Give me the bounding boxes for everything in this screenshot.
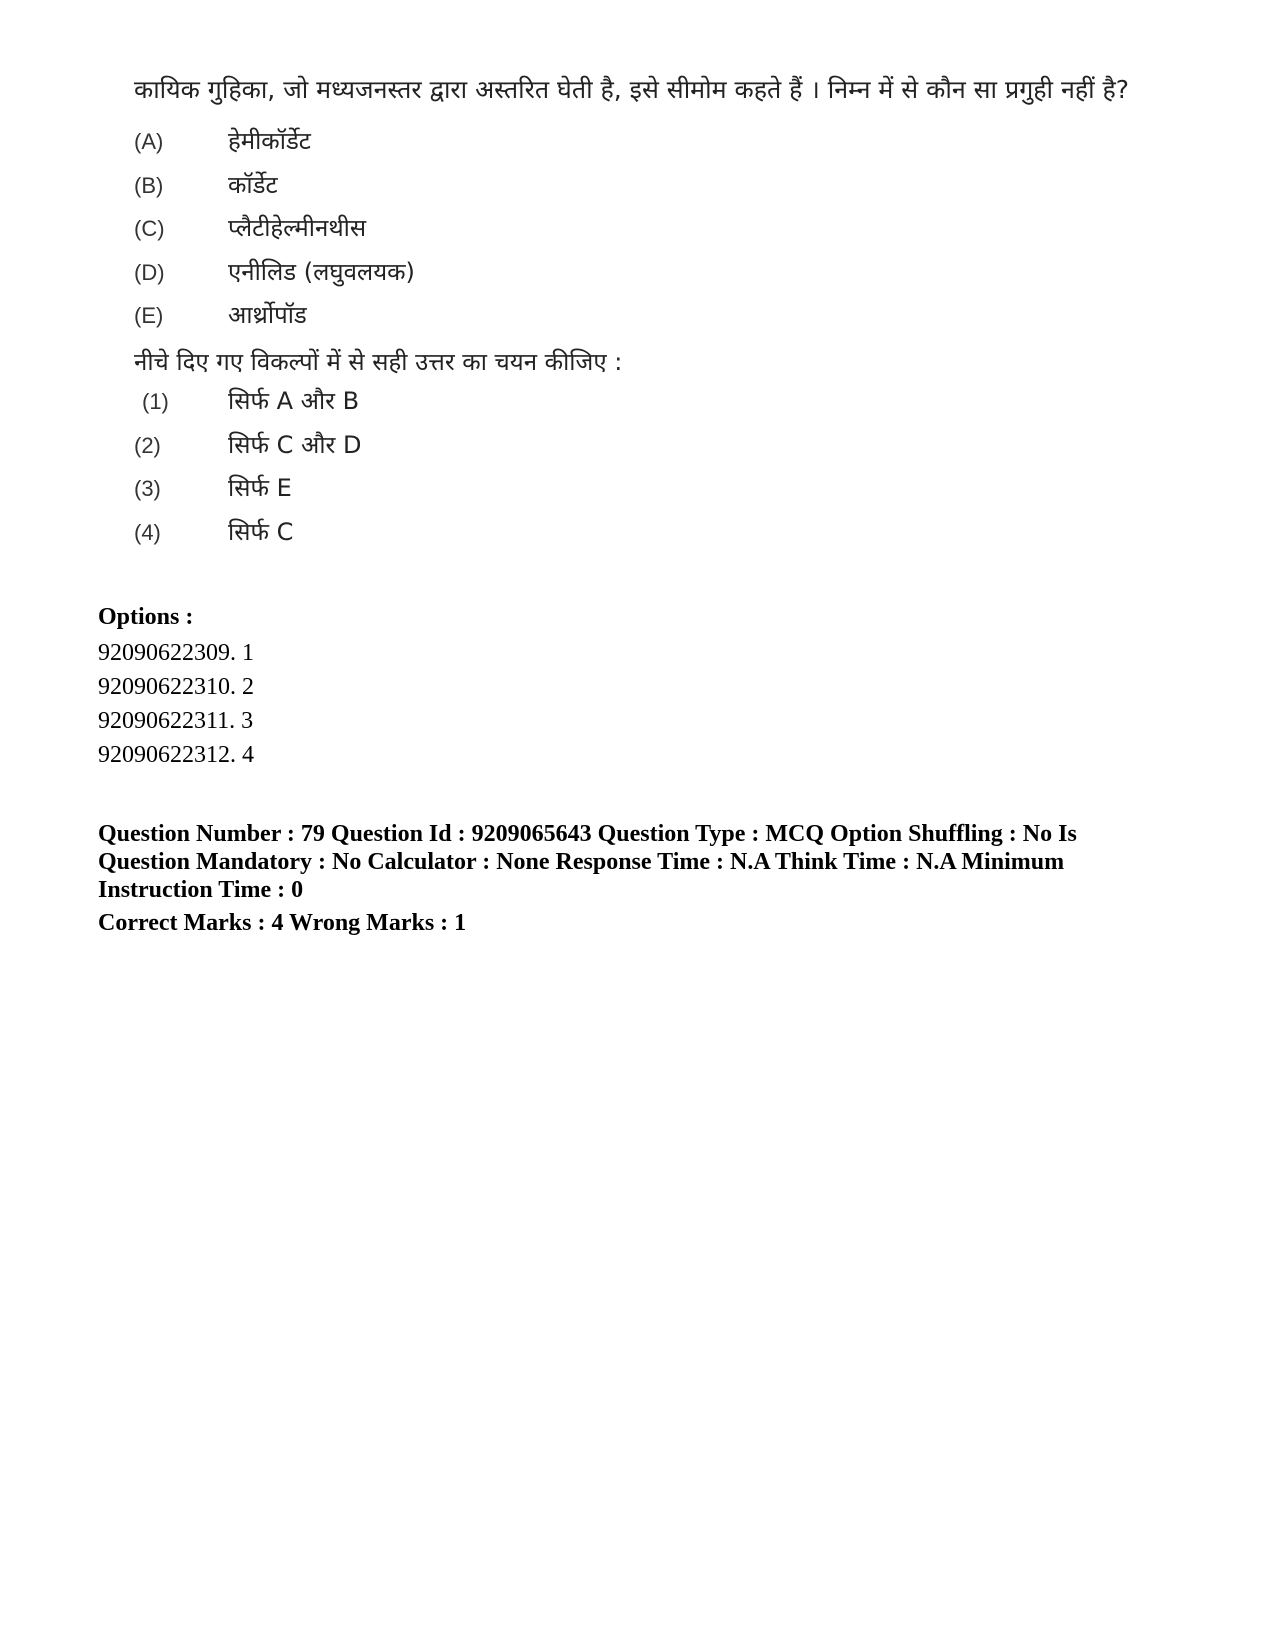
statement-text: एनीलिड (लघुवलयक)	[228, 257, 415, 286]
options-title: Options :	[98, 604, 194, 630]
choice-label: (3)	[134, 476, 161, 502]
choice-text: सिर्फ C	[228, 517, 294, 546]
choice-text: सिर्फ E	[228, 474, 292, 503]
instruction-text: नीचे दिए गए विकल्पों में से सही उत्तर का चयन कीजिए :	[134, 347, 623, 376]
marks-info: Correct Marks : 4 Wrong Marks : 1	[98, 910, 467, 936]
statement-item	[134, 168, 1144, 212]
option-item: 92090622312. 4	[98, 742, 254, 768]
statement-text: आर्थ्रोपॉड	[228, 301, 307, 330]
choice-text: सिर्फ A और B	[228, 386, 360, 415]
statement-item	[134, 211, 1144, 255]
choice-item	[134, 515, 1144, 559]
statement-item	[134, 124, 1144, 168]
choice-item	[134, 428, 1144, 472]
statement-label: (D)	[134, 259, 165, 285]
statement-item	[134, 298, 1144, 342]
option-item: 92090622310. 2	[98, 674, 254, 700]
statement-text: हेमीकॉर्डेट	[228, 127, 311, 155]
choice-label: (2)	[134, 432, 161, 458]
choice-item	[134, 471, 1144, 515]
statement-label: (C)	[134, 216, 165, 242]
statement-text: कॉर्डेट	[228, 170, 278, 199]
statement-text: प्लैटीहेल्मीनथीस	[228, 214, 367, 243]
choice-label: (4)	[134, 519, 161, 545]
statement-item	[134, 255, 1144, 299]
choice-label: (1)	[142, 388, 169, 414]
statement-label: (E)	[134, 303, 164, 329]
option-item: 92090622311. 3	[98, 708, 254, 734]
options-list	[98, 636, 254, 772]
question-text: कायिक गुहिका, जो मध्यजनस्तर द्वारा अस्तरित घेती है, इसे सीमोम कहते हैं । निम्न में से कौन सा प्रगुही नहीं है?	[134, 75, 1130, 104]
question-block	[134, 72, 1144, 558]
choice-item	[134, 384, 1144, 428]
statement-list	[134, 124, 1144, 342]
statement-label: (A)	[134, 129, 164, 154]
option-item: 92090622309. 1	[98, 640, 254, 666]
choice-list	[134, 384, 1144, 558]
question-info: Question Number : 79 Question Id : 9209065643 Question Type : MCQ Option Shuffling : No Is Question Mandatory : No Calculator : None Response Time : N.A Think Time : N.A Minimum Instruction Time : 0	[98, 821, 1077, 903]
statement-label: (B)	[134, 172, 164, 198]
choice-text: सिर्फ C और D	[228, 430, 362, 459]
